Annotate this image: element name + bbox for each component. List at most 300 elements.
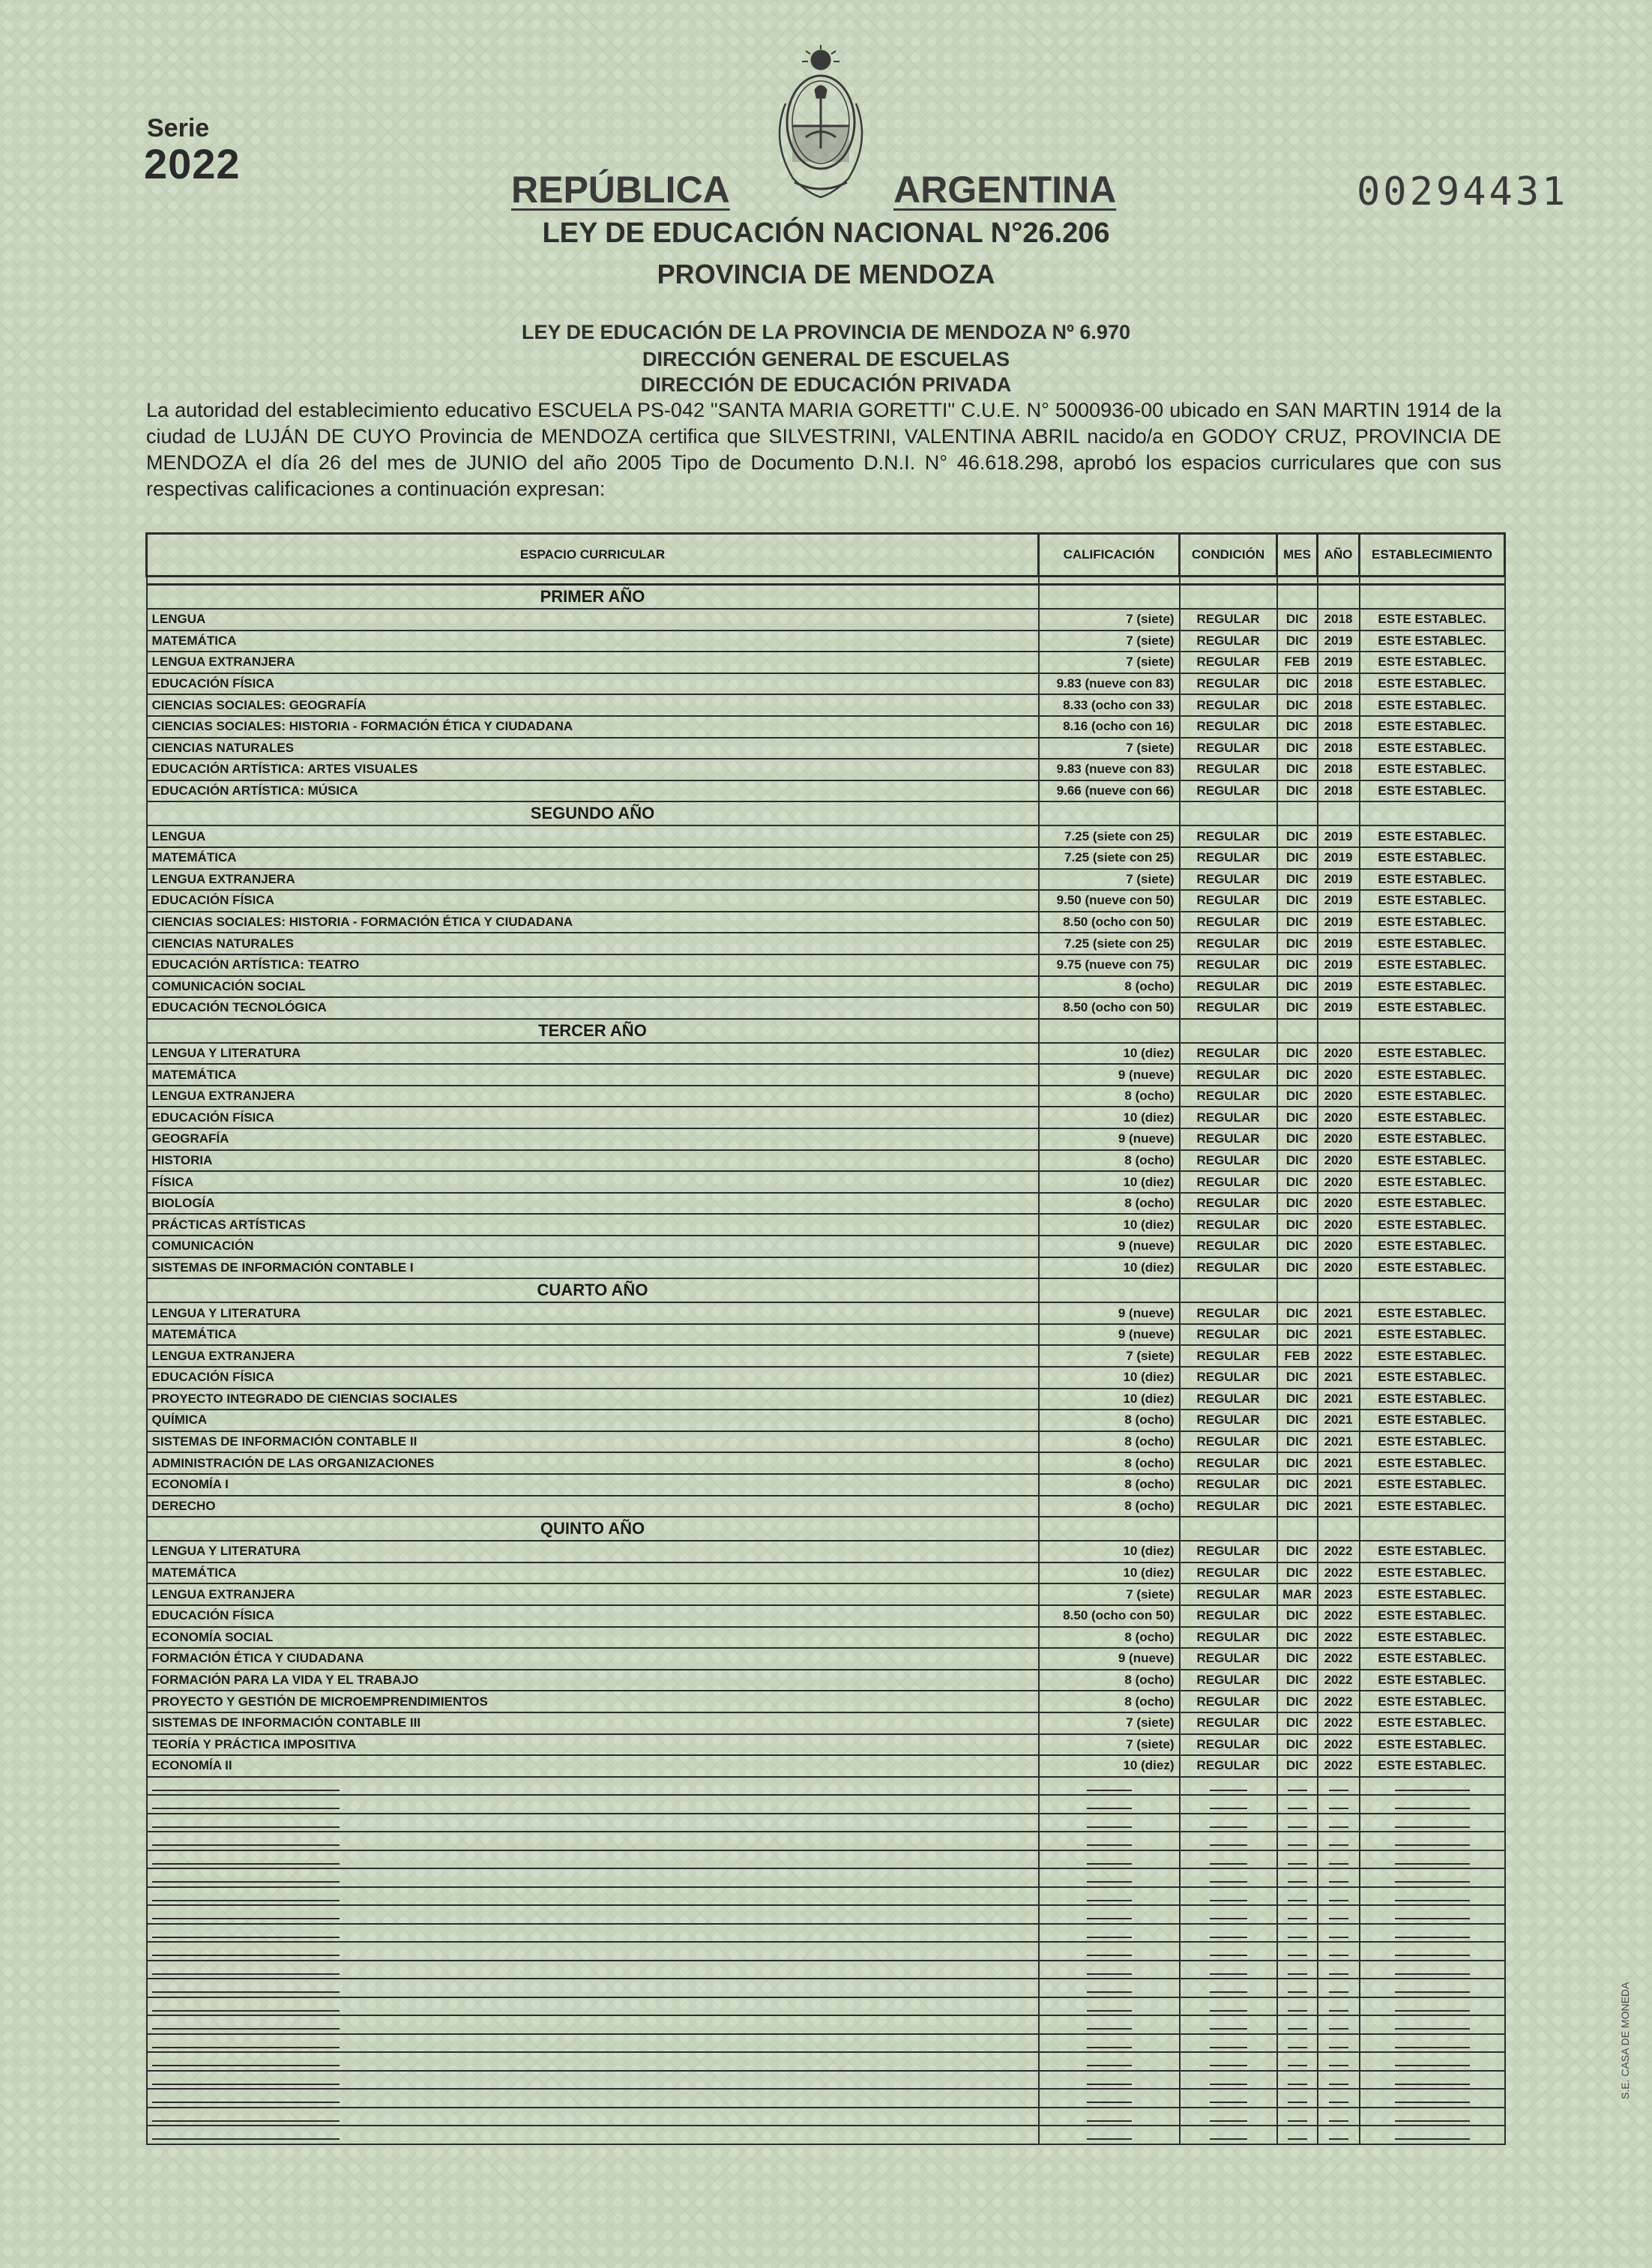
cell-subject: CIENCIAS SOCIALES: HISTORIA - FORMACIÓN ÉTICA Y CIUDADANA [147, 912, 1039, 933]
blank-cell [1318, 2052, 1360, 2071]
cell-year: 2018 [1318, 716, 1360, 738]
cell-institution: ESTE ESTABLEC. [1360, 825, 1505, 847]
blank-cell [1277, 1887, 1318, 1906]
cell-condition: REGULAR [1180, 997, 1277, 1019]
blank-row [147, 1997, 1505, 2016]
blank-cell [1039, 1814, 1180, 1832]
cell-institution: ESTE ESTABLEC. [1360, 1302, 1505, 1324]
cell-month: DIC [1277, 976, 1318, 998]
cell-month: DIC [1277, 1452, 1318, 1474]
cell-subject: LENGUA Y LITERATURA [147, 1302, 1039, 1324]
cell-institution: ESTE ESTABLEC. [1360, 1605, 1505, 1627]
blank-cell [147, 1850, 1039, 1869]
cancel-line [1288, 2056, 1307, 2066]
blank-cell [1180, 1905, 1277, 1924]
cell-year: 2019 [1318, 890, 1360, 912]
cell-subject: MATEMÁTICA [147, 631, 1039, 652]
blank-row [147, 1832, 1505, 1850]
cell-year: 2022 [1318, 1755, 1360, 1777]
cell-condition: REGULAR [1180, 1345, 1277, 1367]
cancel-line [1210, 1799, 1247, 1809]
cell-institution: ESTE ESTABLEC. [1360, 1627, 1505, 1649]
table-row [147, 1150, 1505, 1172]
cancel-line [1329, 1799, 1348, 1809]
blank-cell [147, 2052, 1039, 2071]
section-empty-cell [1039, 585, 1180, 610]
cell-condition: REGULAR [1180, 1452, 1277, 1474]
cancel-line [1288, 1909, 1307, 1919]
cell-grade: 9 (nueve) [1039, 1128, 1180, 1150]
cell-grade: 8 (ocho) [1039, 1086, 1180, 1107]
blank-cell [147, 1777, 1039, 1796]
blank-cell [1360, 2108, 1505, 2126]
table-row [147, 1193, 1505, 1215]
cancel-line [1329, 2056, 1348, 2066]
blank-cell [1039, 1777, 1180, 1796]
cell-subject: FORMACIÓN ÉTICA Y CIUDADANA [147, 1648, 1039, 1670]
cell-condition: REGULAR [1180, 825, 1277, 847]
blank-cell [1180, 2034, 1277, 2053]
table-row [147, 738, 1505, 759]
blank-cell [1318, 2126, 1360, 2144]
table-row [147, 912, 1505, 933]
blank-cell [1039, 2071, 1180, 2090]
direccion-privada-heading: DIRECCIÓN DE EDUCACIÓN PRIVADA [640, 373, 1012, 396]
section-empty-cell [1360, 801, 1505, 825]
cell-month: DIC [1277, 1712, 1318, 1734]
blank-cell [1039, 1868, 1180, 1887]
table-row [147, 954, 1505, 976]
cancel-line [1329, 2129, 1348, 2140]
blank-cell [1360, 2071, 1505, 2090]
table-row [147, 1257, 1505, 1279]
cancel-line [1329, 1781, 1348, 1791]
cell-institution: ESTE ESTABLEC. [1360, 609, 1505, 631]
cancel-line [1210, 2111, 1247, 2122]
cell-grade: 9 (nueve) [1039, 1302, 1180, 1324]
cell-institution: ESTE ESTABLEC. [1360, 1193, 1505, 1215]
cancel-line [1395, 1928, 1470, 1938]
blank-cell [1039, 1961, 1180, 1979]
cell-subject: MATEMÁTICA [147, 1064, 1039, 1086]
blank-cell [1277, 2015, 1318, 2034]
blank-cell [1039, 1832, 1180, 1850]
cell-grade: 7.25 (siete con 25) [1039, 825, 1180, 847]
cell-month: DIC [1277, 1128, 1318, 1150]
cell-institution: ESTE ESTABLEC. [1360, 738, 1505, 759]
cancel-line [1087, 1781, 1132, 1791]
cell-subject: ECONOMÍA II [147, 1755, 1039, 1777]
cell-year: 2020 [1318, 1193, 1360, 1215]
cell-subject: COMUNICACIÓN SOCIAL [147, 976, 1039, 998]
blank-cell [1360, 2052, 1505, 2071]
cell-month: DIC [1277, 912, 1318, 933]
cancel-line [1395, 2075, 1470, 2085]
cell-year: 2020 [1318, 1214, 1360, 1236]
blank-cell [1180, 2015, 1277, 2034]
cancel-line [152, 2075, 340, 2085]
cell-subject: EDUCACIÓN FÍSICA [147, 1605, 1039, 1627]
title-republica: REPÚBLICA [511, 169, 730, 211]
cell-year: 2022 [1318, 1541, 1360, 1562]
cell-institution: ESTE ESTABLEC. [1360, 933, 1505, 954]
cancel-line [152, 1835, 340, 1846]
blank-row [147, 1814, 1505, 1832]
cell-subject: EDUCACIÓN FÍSICA [147, 890, 1039, 912]
header-year: AÑO [1318, 534, 1360, 577]
cell-grade: 7 (siete) [1039, 1734, 1180, 1756]
cancel-line [1288, 2019, 1307, 2030]
table-row [147, 825, 1505, 847]
cancel-line [152, 2093, 340, 2103]
cancel-line [1087, 1891, 1132, 1901]
cell-subject: ECONOMÍA SOCIAL [147, 1627, 1039, 1649]
table-row [147, 1345, 1505, 1367]
cell-institution: ESTE ESTABLEC. [1360, 780, 1505, 802]
cancel-line [1395, 1909, 1470, 1919]
cancel-line [1087, 2111, 1132, 2122]
section-empty-cell [1180, 1517, 1277, 1541]
cancel-line [1087, 2093, 1132, 2103]
section-empty-cell [1180, 1278, 1277, 1302]
cell-institution: ESTE ESTABLEC. [1360, 1086, 1505, 1107]
blank-cell [1360, 1850, 1505, 1869]
blank-cell [1180, 2089, 1277, 2108]
cell-subject: EDUCACIÓN ARTÍSTICA: TEATRO [147, 954, 1039, 976]
blank-cell [147, 1814, 1039, 1832]
cell-year: 2020 [1318, 1171, 1360, 1193]
cell-month: DIC [1277, 1648, 1318, 1670]
cell-month: DIC [1277, 1627, 1318, 1649]
cell-condition: REGULAR [1180, 1648, 1277, 1670]
section-empty-cell [1318, 1278, 1360, 1302]
cell-subject: LENGUA EXTRANJERA [147, 652, 1039, 673]
cell-subject: ADMINISTRACIÓN DE LAS ORGANIZACIONES [147, 1452, 1039, 1474]
cancel-line [1210, 2075, 1247, 2085]
cell-condition: REGULAR [1180, 1410, 1277, 1431]
blank-cell [1039, 2108, 1180, 2126]
cancel-line [1395, 1817, 1470, 1828]
cell-institution: ESTE ESTABLEC. [1360, 1257, 1505, 1279]
blank-row [147, 1795, 1505, 1814]
cancel-line [152, 2001, 340, 2012]
serie-label: Serie [147, 114, 210, 142]
cell-year: 2020 [1318, 1064, 1360, 1086]
cell-condition: REGULAR [1180, 1431, 1277, 1453]
table-row [147, 976, 1505, 998]
blank-cell [1360, 1979, 1505, 1997]
cancel-line [152, 1909, 340, 1919]
cell-grade: 8 (ocho) [1039, 1627, 1180, 1649]
cell-institution: ESTE ESTABLEC. [1360, 1345, 1505, 1367]
cell-condition: REGULAR [1180, 1086, 1277, 1107]
blank-cell [1039, 2034, 1180, 2053]
table-row [147, 673, 1505, 695]
cell-condition: REGULAR [1180, 890, 1277, 912]
header-subject: ESPACIO CURRICULAR [147, 534, 1039, 577]
section-title: SEGUNDO AÑO [147, 801, 1039, 825]
cell-month: DIC [1277, 673, 1318, 695]
section-empty-cell [1277, 801, 1318, 825]
cell-month: DIC [1277, 1171, 1318, 1193]
blank-row [147, 1961, 1505, 1979]
cancel-line [1087, 1964, 1132, 1975]
cell-subject: TEORÍA Y PRÁCTICA IMPOSITIVA [147, 1734, 1039, 1756]
blank-cell [1318, 1979, 1360, 1997]
cell-condition: REGULAR [1180, 1128, 1277, 1150]
cancel-line [1329, 2038, 1348, 2048]
cell-year: 2020 [1318, 1257, 1360, 1279]
cancel-line [1210, 1909, 1247, 1919]
blank-row [147, 2034, 1505, 2053]
cell-institution: ESTE ESTABLEC. [1360, 1734, 1505, 1756]
blank-cell [147, 1997, 1039, 2016]
cell-subject: PROYECTO Y GESTIÓN DE MICROEMPRENDIMIENTOS [147, 1691, 1039, 1712]
cell-year: 2019 [1318, 825, 1360, 847]
serial-number: 00294431 [1357, 169, 1569, 214]
cancel-line [1329, 1872, 1348, 1883]
cancel-line [152, 2111, 340, 2122]
blank-cell [1039, 2052, 1180, 2071]
blank-cell [1318, 1777, 1360, 1796]
cancel-line [1210, 1872, 1247, 1883]
cell-subject: LENGUA [147, 609, 1039, 631]
cancel-line [1087, 2038, 1132, 2048]
cell-condition: REGULAR [1180, 1734, 1277, 1756]
blank-cell [1277, 2071, 1318, 2090]
cell-subject: HISTORIA [147, 1150, 1039, 1172]
cell-year: 2021 [1318, 1367, 1360, 1389]
cell-subject: LENGUA EXTRANJERA [147, 1086, 1039, 1107]
cell-subject: GEOGRAFÍA [147, 1128, 1039, 1150]
cancel-line [1210, 1964, 1247, 1975]
table-row [147, 1562, 1505, 1584]
cell-month: DIC [1277, 1214, 1318, 1236]
cell-month: DIC [1277, 1107, 1318, 1128]
blank-cell [147, 2089, 1039, 2108]
cell-month: DIC [1277, 1431, 1318, 1453]
cancel-line [1395, 2001, 1470, 2012]
cell-year: 2018 [1318, 694, 1360, 716]
cell-condition: REGULAR [1180, 847, 1277, 869]
blank-cell [147, 2108, 1039, 2126]
cell-institution: ESTE ESTABLEC. [1360, 1541, 1505, 1562]
cancel-line [1329, 2093, 1348, 2103]
cell-grade: 8 (ocho) [1039, 1670, 1180, 1691]
cancel-line [1329, 2075, 1348, 2085]
cell-grade: 8 (ocho) [1039, 1410, 1180, 1431]
cell-institution: ESTE ESTABLEC. [1360, 1367, 1505, 1389]
table-row [147, 1755, 1505, 1777]
grades-body [147, 577, 1505, 2144]
cell-year: 2020 [1318, 1086, 1360, 1107]
table-row [147, 1302, 1505, 1324]
blank-cell [147, 1924, 1039, 1943]
cell-condition: REGULAR [1180, 1257, 1277, 1279]
header-institution: ESTABLECIMIENTO [1360, 534, 1505, 577]
cancel-line [152, 1891, 340, 1901]
cell-subject: FORMACIÓN PARA LA VIDA Y EL TRABAJO [147, 1670, 1039, 1691]
cell-grade: 8.50 (ocho con 50) [1039, 912, 1180, 933]
table-row [147, 1171, 1505, 1193]
cell-month: DIC [1277, 1734, 1318, 1756]
cancel-line [1210, 2056, 1247, 2066]
section-empty-cell [1039, 801, 1180, 825]
cancel-line [152, 1799, 340, 1809]
cell-grade: 8.16 (ocho con 16) [1039, 716, 1180, 738]
cancel-line [1329, 2111, 1348, 2122]
section-empty-cell [1039, 1019, 1180, 1043]
blank-cell [1277, 1997, 1318, 2016]
cancel-line [1210, 2038, 1247, 2048]
cell-subject: EDUCACIÓN FÍSICA [147, 1367, 1039, 1389]
cell-condition: REGULAR [1180, 1474, 1277, 1496]
cell-institution: ESTE ESTABLEC. [1360, 1755, 1505, 1777]
table-row [147, 694, 1505, 716]
cell-month: FEB [1277, 1345, 1318, 1367]
cell-subject: LENGUA Y LITERATURA [147, 1043, 1039, 1065]
table-row [147, 609, 1505, 631]
cancel-line [1087, 2075, 1132, 2085]
blank-cell [1360, 2089, 1505, 2108]
cell-subject: EDUCACIÓN FÍSICA [147, 1107, 1039, 1128]
cell-year: 2022 [1318, 1648, 1360, 1670]
cancel-line [1087, 1854, 1132, 1865]
cell-year: 2019 [1318, 631, 1360, 652]
cell-year: 2022 [1318, 1562, 1360, 1584]
header-condition: CONDICIÓN [1180, 534, 1277, 577]
blank-row [147, 1979, 1505, 1997]
cancel-line [152, 2056, 340, 2066]
cell-month: DIC [1277, 1367, 1318, 1389]
blank-cell [147, 1979, 1039, 1997]
blank-row [147, 2108, 1505, 2126]
cell-institution: ESTE ESTABLEC. [1360, 1389, 1505, 1410]
section-empty-cell [1180, 585, 1277, 610]
cell-month: DIC [1277, 1410, 1318, 1431]
table-row [147, 631, 1505, 652]
cancel-line [1210, 2001, 1247, 2012]
section-empty-cell [1318, 1517, 1360, 1541]
cell-year: 2019 [1318, 933, 1360, 954]
cancel-line [1288, 1854, 1307, 1865]
cancel-line [1395, 1891, 1470, 1901]
cell-year: 2022 [1318, 1712, 1360, 1734]
cell-grade: 10 (diez) [1039, 1389, 1180, 1410]
cell-subject: SISTEMAS DE INFORMACIÓN CONTABLE II [147, 1431, 1039, 1453]
blank-cell [1318, 1997, 1360, 2016]
cell-grade: 10 (diez) [1039, 1541, 1180, 1562]
cell-year: 2022 [1318, 1627, 1360, 1649]
cell-grade: 8 (ocho) [1039, 976, 1180, 998]
blank-cell [1180, 2071, 1277, 2090]
cell-month: DIC [1277, 933, 1318, 954]
cell-institution: ESTE ESTABLEC. [1360, 1670, 1505, 1691]
table-row [147, 780, 1505, 802]
cancel-line [1395, 2111, 1470, 2122]
cancel-line [1395, 2093, 1470, 2103]
cancel-line [152, 1872, 340, 1883]
blank-cell [1277, 1814, 1318, 1832]
cell-subject: LENGUA EXTRANJERA [147, 1345, 1039, 1367]
blank-row [147, 2089, 1505, 2108]
table-row [147, 1648, 1505, 1670]
cell-grade: 8 (ocho) [1039, 1193, 1180, 1215]
cell-year: 2018 [1318, 759, 1360, 780]
cancel-line [1087, 1799, 1132, 1809]
cell-month: DIC [1277, 1064, 1318, 1086]
table-row [147, 1431, 1505, 1453]
blank-cell [147, 2034, 1039, 2053]
cell-grade: 7 (siete) [1039, 1712, 1180, 1734]
cancel-line [1395, 1872, 1470, 1883]
blank-cell [1039, 1887, 1180, 1906]
cancel-line [152, 2129, 340, 2140]
cell-condition: REGULAR [1180, 1583, 1277, 1605]
cell-year: 2018 [1318, 609, 1360, 631]
table-row [147, 1410, 1505, 1431]
cancel-line [152, 1946, 340, 1956]
blank-cell [1277, 1905, 1318, 1924]
cell-year: 2021 [1318, 1474, 1360, 1496]
cell-month: MAR [1277, 1583, 1318, 1605]
cell-year: 2022 [1318, 1345, 1360, 1367]
cell-institution: ESTE ESTABLEC. [1360, 1431, 1505, 1453]
ley-nacional-heading: LEY DE EDUCACIÓN NACIONAL N°26.206 [542, 217, 1110, 249]
blank-cell [1360, 2126, 1505, 2144]
spacer-cell [1180, 577, 1277, 585]
section-empty-cell [1277, 1019, 1318, 1043]
cell-subject: BIOLOGÍA [147, 1193, 1039, 1215]
cell-institution: ESTE ESTABLEC. [1360, 1496, 1505, 1517]
table-row [147, 847, 1505, 869]
cell-grade: 8 (ocho) [1039, 1691, 1180, 1712]
cell-month: DIC [1277, 890, 1318, 912]
cancel-line [1288, 1891, 1307, 1901]
cancel-line [1210, 2093, 1247, 2103]
cancel-line [1210, 1982, 1247, 1993]
blank-cell [1277, 1777, 1318, 1796]
blank-row [147, 1942, 1505, 1961]
cell-institution: ESTE ESTABLEC. [1360, 1107, 1505, 1128]
cell-month: DIC [1277, 1086, 1318, 1107]
blank-cell [1277, 1850, 1318, 1869]
section-empty-cell [1318, 1019, 1360, 1043]
cell-grade: 7 (siete) [1039, 631, 1180, 652]
blank-cell [147, 1942, 1039, 1961]
header-month: MES [1277, 534, 1318, 577]
blank-cell [1318, 1850, 1360, 1869]
cell-year: 2021 [1318, 1302, 1360, 1324]
cell-month: DIC [1277, 738, 1318, 759]
blank-cell [1039, 1924, 1180, 1943]
table-row [147, 1670, 1505, 1691]
cell-institution: ESTE ESTABLEC. [1360, 869, 1505, 891]
ley-provincial-heading: LEY DE EDUCACIÓN DE LA PROVINCIA DE MENDOZA Nº 6.970 [522, 321, 1130, 343]
blank-row [147, 2071, 1505, 2090]
cell-subject: CIENCIAS SOCIALES: GEOGRAFÍA [147, 694, 1039, 716]
cancel-line [152, 2019, 340, 2030]
cell-grade: 10 (diez) [1039, 1367, 1180, 1389]
cell-condition: REGULAR [1180, 673, 1277, 695]
blank-row [147, 2126, 1505, 2144]
cancel-line [1395, 1835, 1470, 1846]
blank-cell [1277, 2108, 1318, 2126]
blank-cell [1277, 1924, 1318, 1943]
cell-institution: ESTE ESTABLEC. [1360, 954, 1505, 976]
blank-cell [1277, 1868, 1318, 1887]
cancel-line [152, 2038, 340, 2048]
